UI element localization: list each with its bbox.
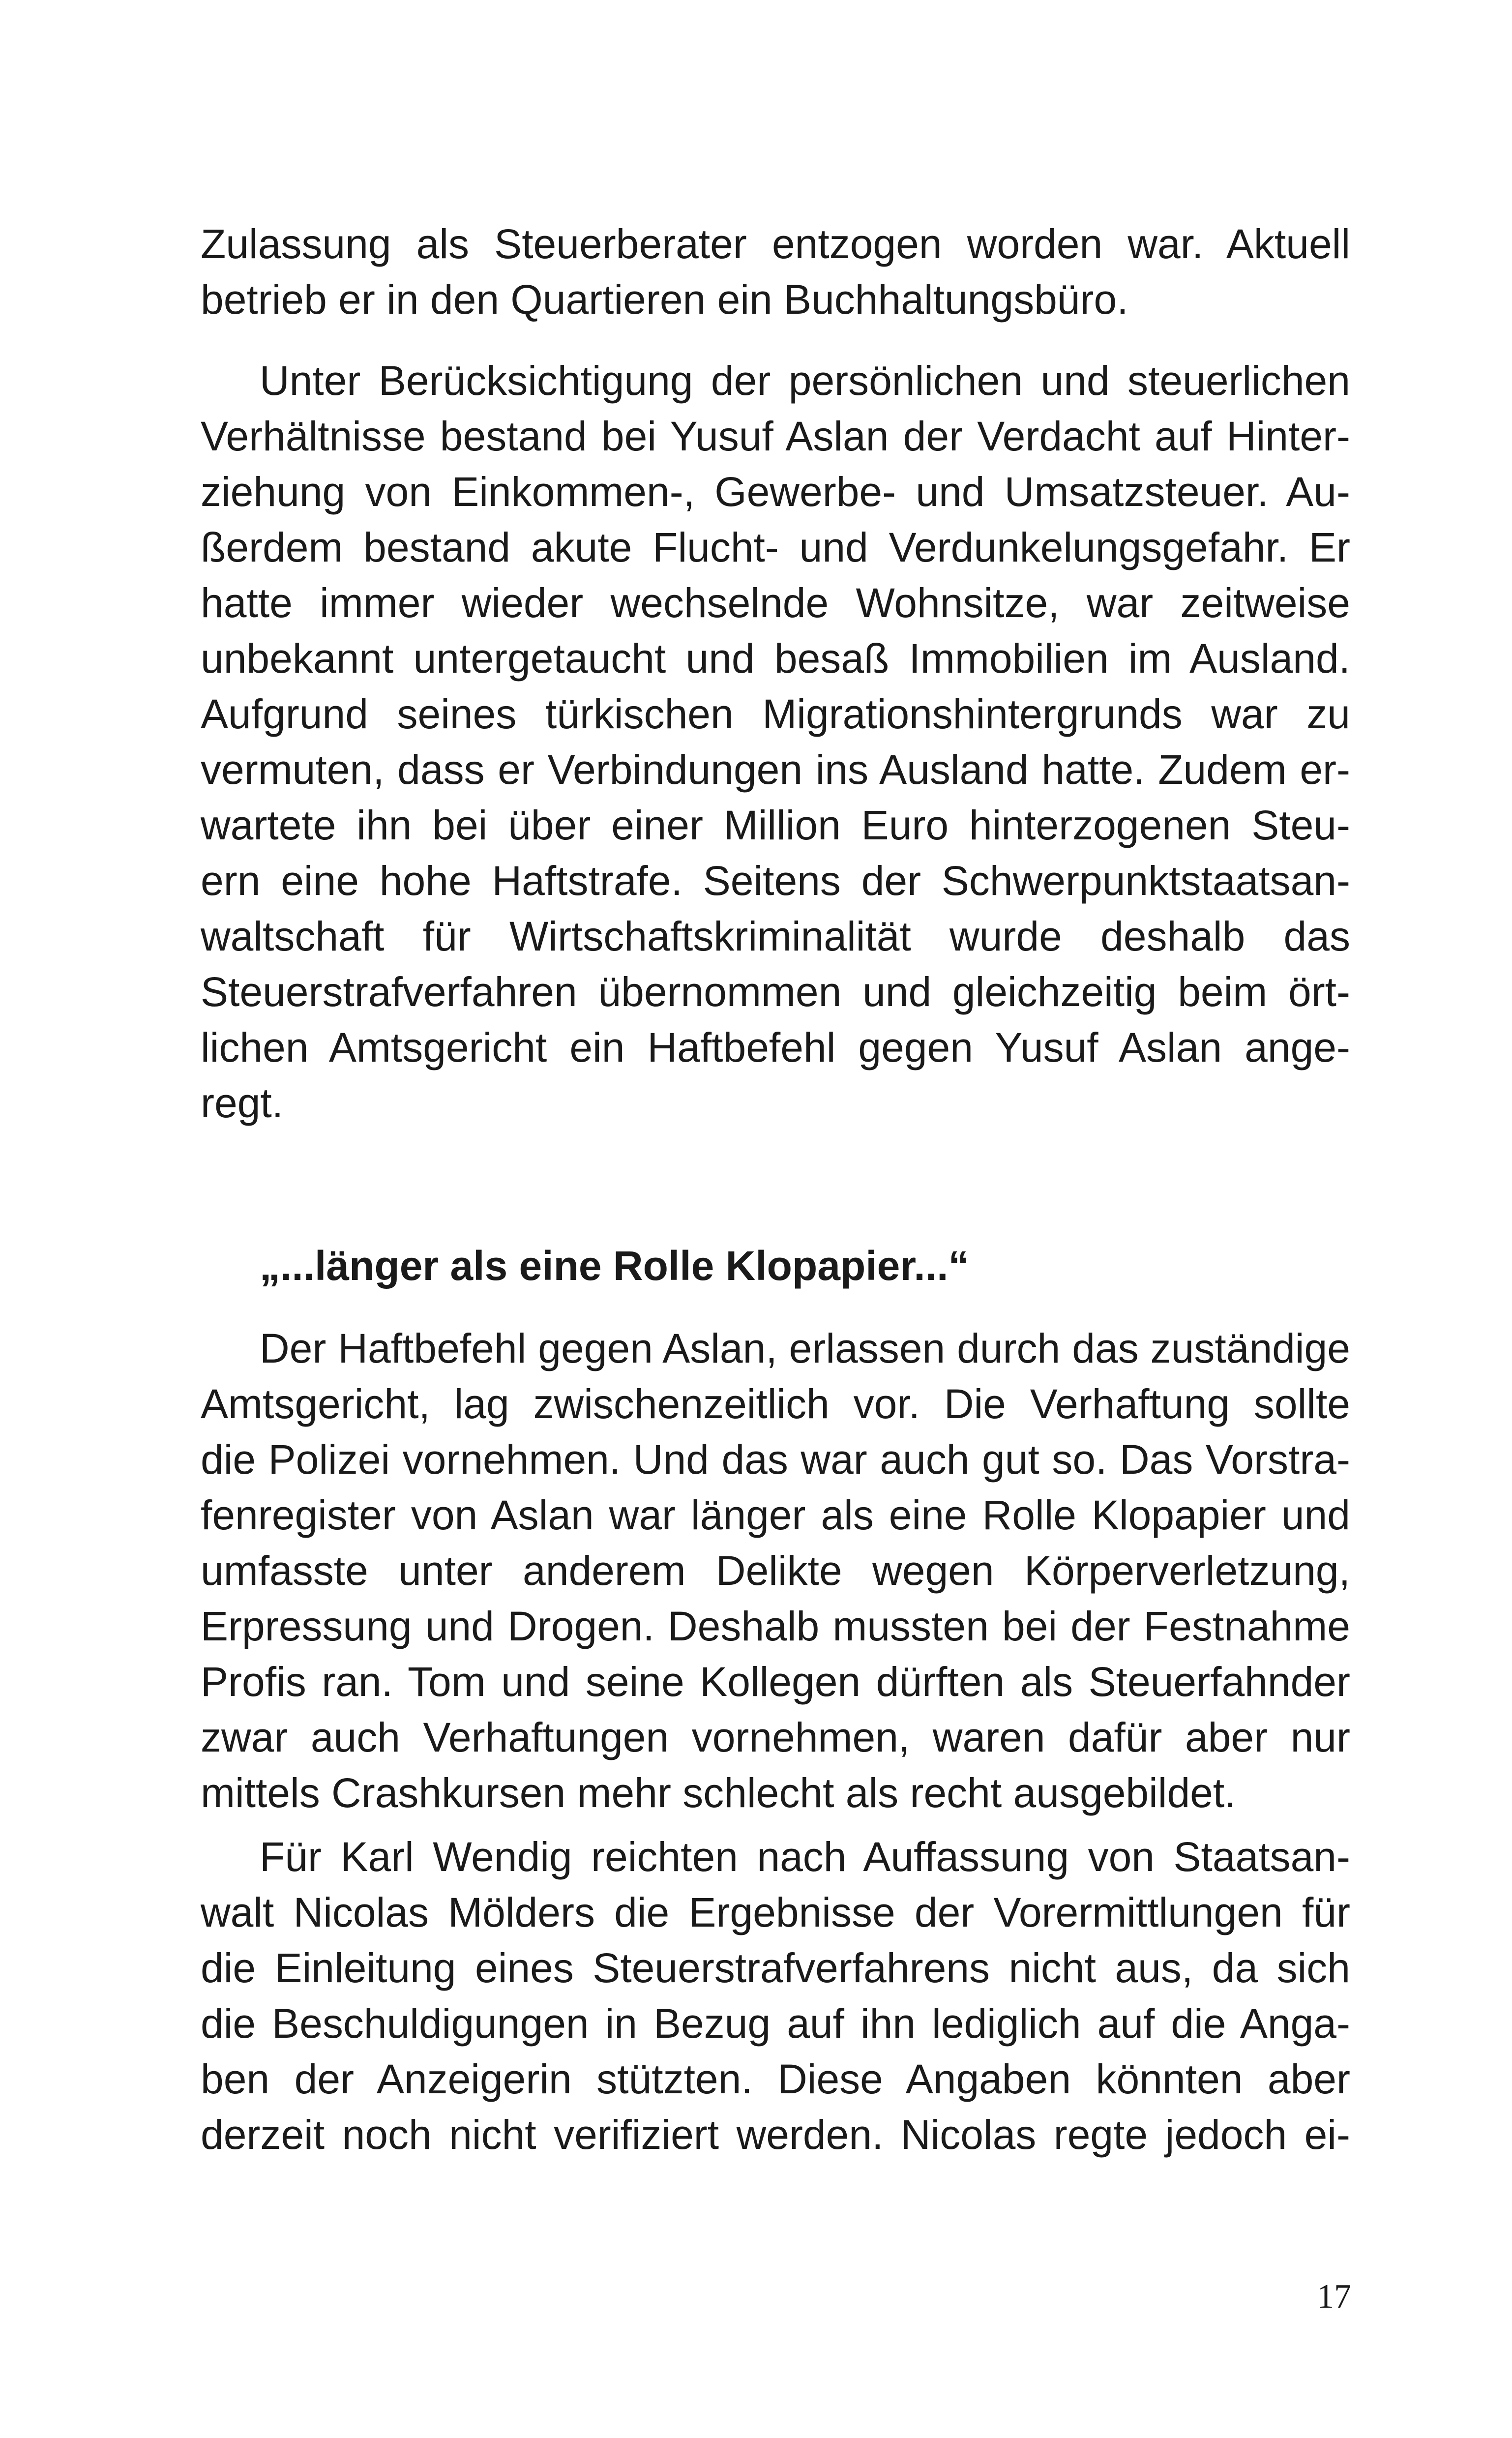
text-line: wartete ihn bei über einer Million Euro hinterzogenen Steu- <box>201 802 1350 848</box>
page-number: 17 <box>1317 2278 1351 2316</box>
text-line: Unter Berücksichtigung der persönlichen und steuerlichen <box>260 357 1350 404</box>
text-line: betrieb er in den Quartieren ein Buchhaltungsbüro. <box>201 276 1128 323</box>
text-line: Aufgrund seines türkischen Migrationshintergrunds war zu <box>201 691 1350 737</box>
text-line: derzeit noch nicht verifiziert werden. Nicolas regte jedoch ei- <box>201 2111 1350 2158</box>
text-line: die Einleitung eines Steuerstrafverfahrens nicht aus, da sich <box>201 1945 1350 1991</box>
text-line: Erpressung und Drogen. Deshalb mussten bei der Festnahme <box>201 1603 1350 1649</box>
text-line: ern eine hohe Haftstrafe. Seitens der Schwerpunktstaatsan- <box>201 858 1350 904</box>
text-line: Steuerstrafverfahren übernommen und gleichzeitig beim ört- <box>201 969 1350 1015</box>
text-line: Für Karl Wendig reichten nach Auffassung von Staatsan- <box>260 1834 1350 1880</box>
text-line: umfasste unter anderem Delikte wegen Körperverletzung, <box>201 1547 1350 1594</box>
paragraph-3 <box>201 1321 1350 1821</box>
text-line: regt. <box>201 1080 284 1126</box>
text-line: waltschaft für Wirtschaftskriminalität wurde deshalb das <box>201 913 1350 959</box>
text-line: Amtsgericht, lag zwischenzeitlich vor. Die Verhaftung sollte <box>201 1381 1350 1427</box>
section-heading: „...länger als eine Rolle Klopapier...“ <box>260 1243 969 1289</box>
text-line: fenregister von Aslan war länger als eine Rolle Klopapier und <box>201 1492 1350 1538</box>
text-line: lichen Amtsgericht ein Haftbefehl gegen Yusuf Aslan ange- <box>201 1024 1350 1070</box>
text-line: ziehung von Einkommen-, Gewerbe- und Umsatzsteuer. Au- <box>201 469 1350 515</box>
text-line: Profis ran. Tom und seine Kollegen dürften als Steuerfahnder <box>201 1659 1350 1705</box>
paragraph-4 <box>201 1829 1350 2163</box>
text-line: Verhältnisse bestand bei Yusuf Aslan der Verdacht auf Hinter- <box>201 413 1350 459</box>
text-line: Der Haftbefehl gegen Aslan, erlassen durch das zuständige <box>260 1325 1350 1371</box>
text-line: zwar auch Verhaftungen vornehmen, waren dafür aber nur <box>201 1714 1350 1760</box>
text-line: die Polizei vornehmen. Und das war auch gut so. Das Vorstra- <box>201 1436 1350 1483</box>
text-line: ßerdem bestand akute Flucht- und Verdunkelungsgefahr. Er <box>201 524 1350 570</box>
text-line: walt Nicolas Mölders die Ergebnisse der Vorermittlungen für <box>201 1889 1350 1935</box>
text-line: die Beschuldigungen in Bezug auf ihn lediglich auf die Anga- <box>201 2000 1350 2047</box>
text-line: vermuten, dass er Verbindungen ins Ausland hatte. Zudem er- <box>201 746 1350 793</box>
paragraph-1 <box>201 216 1350 327</box>
text-line: ben der Anzeigerin stützten. Diese Angaben könnten aber <box>201 2056 1350 2102</box>
paragraph-2 <box>201 353 1350 1131</box>
text-line: unbekannt untergetaucht und besaß Immobilien im Ausland. <box>201 635 1350 682</box>
text-line: Zulassung als Steuerberater entzogen worden war. Aktuell <box>201 221 1350 267</box>
text-line: hatte immer wieder wechselnde Wohnsitze, war zeitweise <box>201 580 1350 626</box>
text-line: mittels Crashkursen mehr schlecht als recht ausgebildet. <box>201 1770 1236 1816</box>
